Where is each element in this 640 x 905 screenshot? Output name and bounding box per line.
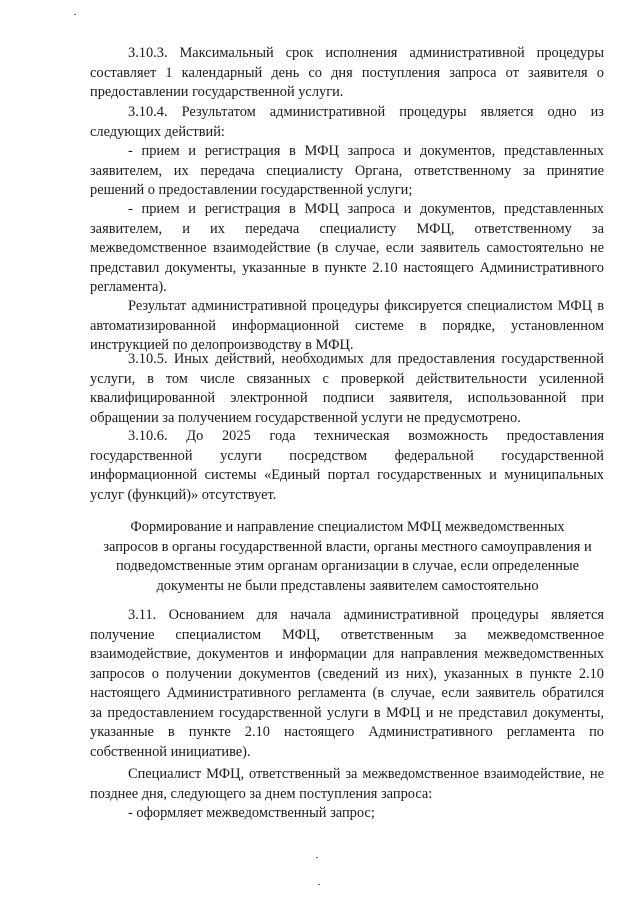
text-line: 3.10.4. Результатом административной процедуры является одно из [128,104,604,120]
section-heading [95,518,600,596]
text-line: - прием и регистрация в МФЦ запроса и документов, представленных [128,143,604,159]
text-line: межведомственное взаимодействие (в случае, если заявитель самостоятельно не [90,240,604,256]
text-line: предоставлении государственной услуги. [90,84,344,100]
heading-line: запросов в органы государственной власти, органы местного самоуправления и [103,538,592,555]
heading-line: Формирование и направление специалистом МФЦ межведомственных [130,519,565,535]
paragraph-3-10-3 [90,44,604,103]
text-line: 3.10.6. До 2025 года техническая возможность предоставления [128,428,604,444]
text-line: составляет 1 календарный день со дня поступления запроса от заявителя о [90,64,604,81]
text-line: следующих действий: [90,123,225,140]
text-line: государственной услуги посредством федеральной государственной [90,447,604,464]
text-line: за предоставлением государственной услуги в МФЦ и не представил документы, [90,704,604,721]
paragraph-3-11 [90,606,604,762]
text-line: указанные в пункте 2.10 настоящего Административного регламента по [90,724,604,740]
text-line: заявителем, и их передача специалисту МФЦ, ответственному за [90,220,604,237]
paragraph-result-recording [90,297,604,356]
text-line: представил документы, указанные в пункте 2.10 настоящего Административного [90,259,604,276]
text-line: Результат административной процедуры фиксируется специалистом МФЦ в [128,298,604,314]
scan-speck [318,884,320,885]
list-item-registration-mfc [90,200,604,298]
text-line: запросов о получении документов (сведений из них), указанных в пункте 2.10 [90,665,604,682]
text-line: регламента). [90,279,167,295]
paragraph-3-10-4 [90,103,604,142]
text-line: услуги, в том числе связанных с проверкой действительности усиленной [90,370,604,387]
text-line: настоящего Административного регламента (в случае, если заявитель обратился [90,685,604,701]
text-line: инструкцией по делопроизводству в МФЦ. [90,337,354,353]
paragraph-3-10-6 [90,427,604,505]
paragraph-mfc-specialist [90,765,604,804]
paragraph-3-10-5 [90,350,604,428]
text-line: услуг (функций)» отсутствует. [90,486,277,503]
heading-line: подведомственные этим органам организации в случае, если определенные [115,558,580,574]
text-line: позднее дня, следующего за днем поступления запроса: [90,785,433,802]
list-item-registration-organ [90,142,604,201]
text-line: 3.10.3. Максимальный срок исполнения административной процедуры [128,45,604,61]
text-line: заявителем, их передача специалисту Органа, ответственному за принятие [90,162,604,179]
text-line: 3.11. Основанием для начала административной процедуры является [128,607,604,623]
text-line: - оформляет межведомственный запрос; [128,805,375,821]
text-line: получение специалистом МФЦ, ответственным за межведомственное [90,626,604,643]
text-line: решений о предоставлении государственной услуги; [90,182,413,198]
heading-line: документы не были представлены заявителем самостоятельно [156,577,539,594]
list-item-request [90,804,604,824]
text-line: Специалист МФЦ, ответственный за межведомственное взаимодействие, не [128,766,604,782]
scan-speck [316,857,318,858]
text-line: обращении за получением государственной услуги не предусмотрено. [90,409,521,426]
text-line: квалифицированной электронной подписи заявителя, использованной при [90,390,604,406]
text-line: автоматизированной информационной системе в порядке, установленном [90,317,604,334]
text-line: взаимодействие, документов и информации для направления межведомственных [90,646,604,662]
text-line: 3.10.5. Иных действий, необходимых для предоставления государственной [128,351,604,367]
scan-speck [74,14,76,15]
text-line: - прием и регистрация в МФЦ запроса и документов, представленных [128,201,604,217]
text-line: собственной инициативе). [90,743,251,760]
text-line: информационной системы «Единый портал государственных и муниципальных [90,467,604,483]
